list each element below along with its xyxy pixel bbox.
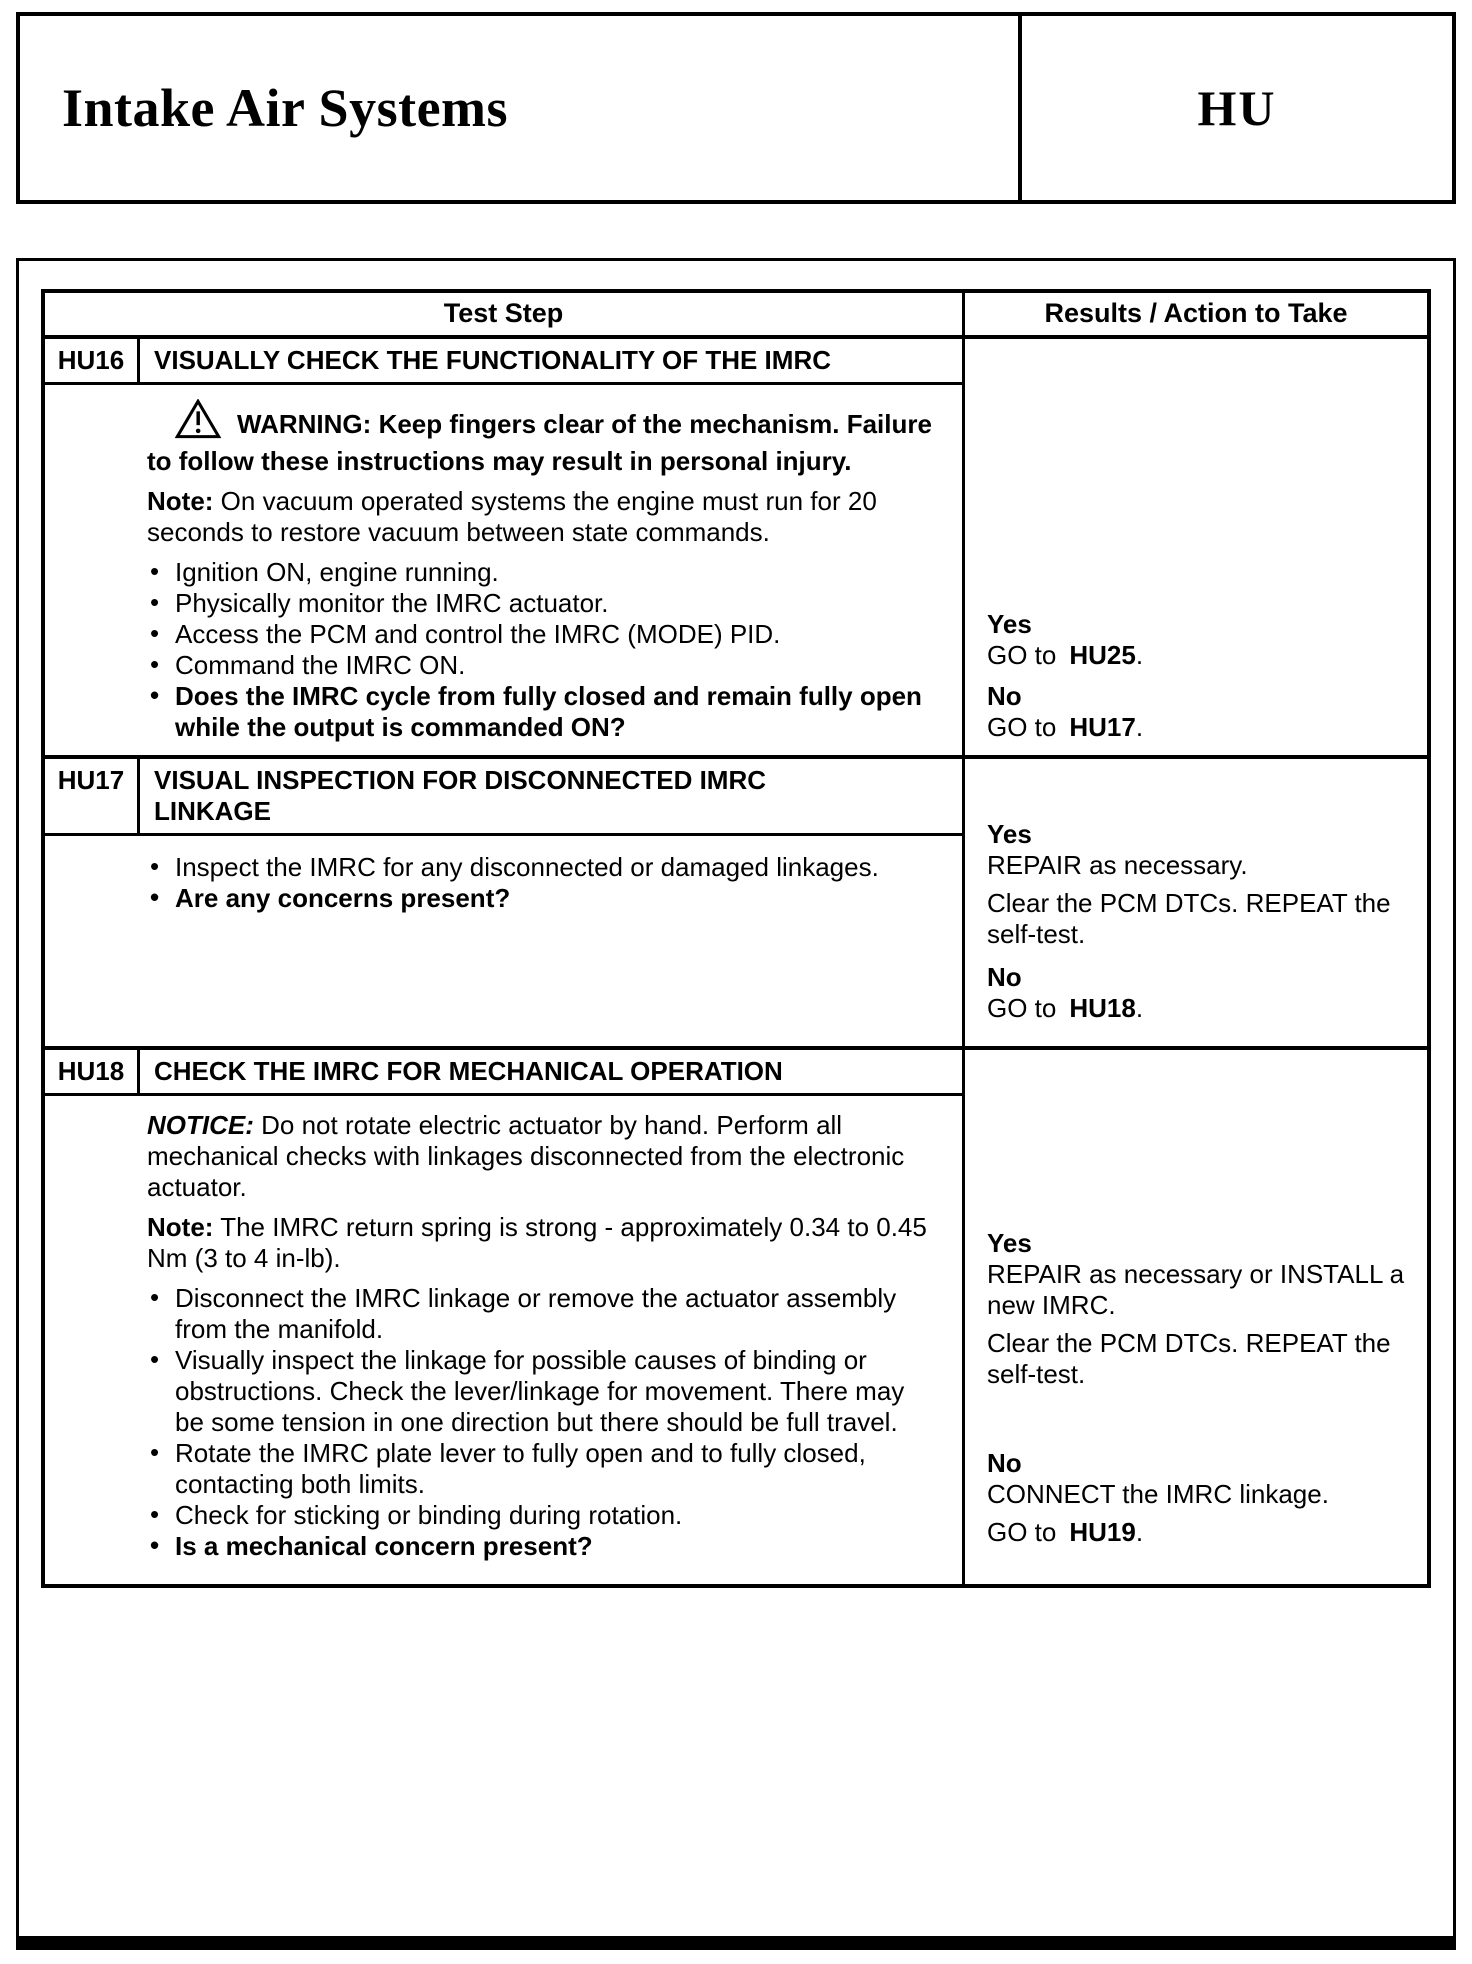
bullet-item: • Rotate the IMRC plate lever to fully open and to fully closed, contacting both limits. (147, 1438, 934, 1500)
notice-body: Do not rotate electric actuator by hand. Perform all mechanical checks with linkages disconnected from the electronic actuator. (147, 1110, 905, 1202)
step-hu17-results (965, 759, 1427, 1046)
bullet-item: • Visually inspect the linkage for possible causes of binding or obstructions. Check the lever/linkage for movement. There may be some tension in one direction but there should be full travel. (147, 1345, 934, 1438)
bullet-item: • Ignition ON, engine running. (147, 557, 934, 588)
result-action: REPAIR as necessary. (987, 850, 1248, 880)
page-header (16, 12, 1456, 204)
step-hu17-test-column (45, 759, 965, 1046)
result-action-punctuation: . (1135, 640, 1144, 670)
result-label: No (987, 1448, 1022, 1478)
bullet-item-question: • Does the IMRC cycle from fully closed and remain fully open while the output is commanded ON? (147, 681, 934, 743)
results-column-header: Results / Action to Take (1044, 298, 1348, 328)
note-body: On vacuum operated systems the engine must run for 20 seconds to restore vacuum between state commands. (147, 486, 877, 547)
result-action: REPAIR as necessary or INSTALL a new IMRC. (987, 1259, 1405, 1320)
bullet-item: • Command the IMRC ON. (147, 650, 934, 681)
result-label: No (987, 962, 1022, 992)
table-header-row (45, 293, 1427, 339)
section-code: HU (1197, 80, 1277, 136)
notice-text (147, 1110, 934, 1203)
warning-label: WARNING: (237, 409, 372, 439)
result-action (987, 993, 1413, 1024)
bullet-item: • Check for sticking or binding during rotation. (147, 1500, 934, 1531)
note-text (147, 1212, 934, 1274)
note-label: Note: (147, 1212, 214, 1242)
result-group-no (987, 681, 1413, 743)
result-action-text: GO to (987, 712, 1057, 742)
result-action (987, 640, 1413, 671)
result-action: CONNECT the IMRC linkage. (987, 1479, 1329, 1509)
step-hu17-bullet-list (147, 852, 934, 914)
step-hu16-header (45, 339, 962, 385)
bullet-item: • Disconnect the IMRC linkage or remove the actuator assembly from the manifold. (147, 1283, 934, 1345)
page-header-code-cell (1018, 16, 1452, 200)
page-header-title-cell (20, 16, 1018, 200)
result-action: Clear the PCM DTCs. REPEAT the self-test. (987, 888, 1391, 949)
step-hu16-body (45, 385, 962, 755)
result-target-step: HU17 (1069, 712, 1136, 742)
result-action (987, 712, 1413, 743)
step-hu18-test-column (45, 1050, 965, 1584)
result-action-text: GO to (987, 1517, 1057, 1547)
step-row-hu18 (45, 1046, 1427, 1584)
step-row-hu16 (45, 339, 1427, 755)
result-group-yes (987, 819, 1413, 950)
bullet-item: • Access the PCM and control the IMRC (MODE) PID. (147, 619, 934, 650)
result-action: Clear the PCM DTCs. REPEAT the self-test. (987, 1328, 1391, 1389)
bullet-item-question: • Are any concerns present? (147, 883, 934, 914)
result-action-punctuation: . (1135, 1517, 1144, 1547)
test-step-column-header: Test Step (45, 293, 965, 335)
result-label: Yes (987, 609, 1032, 639)
warning-text (147, 399, 934, 477)
step-title: VISUALLY CHECK THE FUNCTIONALITY OF THE IMRC (154, 345, 831, 375)
step-title: CHECK THE IMRC FOR MECHANICAL OPERATION (154, 1056, 783, 1086)
result-group-no (987, 962, 1413, 1024)
bullet-item: • Inspect the IMRC for any disconnected or damaged linkages. (147, 852, 934, 883)
pinpoint-test-table (41, 289, 1431, 1588)
result-action-punctuation: . (1135, 712, 1144, 742)
note-text (147, 486, 934, 548)
step-hu18-header (45, 1050, 962, 1096)
result-action (987, 1517, 1413, 1548)
bullet-item: • Physically monitor the IMRC actuator. (147, 588, 934, 619)
content-box (16, 258, 1456, 1950)
step-hu17-body (45, 836, 962, 1046)
step-row-hu17 (45, 755, 1427, 1046)
result-target-step: HU18 (1069, 993, 1136, 1023)
result-label: No (987, 681, 1022, 711)
step-id: HU16 (45, 339, 140, 382)
step-hu16-results (965, 339, 1427, 755)
result-target-step: HU19 (1069, 1517, 1136, 1547)
result-group-yes (987, 609, 1413, 671)
result-target-step: HU25 (1069, 640, 1136, 670)
step-id: HU18 (45, 1050, 140, 1093)
step-hu18-bullet-list (147, 1283, 934, 1562)
result-group-yes (987, 1228, 1413, 1390)
bullet-item-question: • Is a mechanical concern present? (147, 1531, 934, 1562)
result-action-text: GO to (987, 640, 1057, 670)
step-hu18-body (45, 1096, 962, 1584)
note-label: Note: (147, 486, 214, 516)
result-label: Yes (987, 1228, 1032, 1258)
result-action-text: GO to (987, 993, 1057, 1023)
result-group-no (987, 1448, 1413, 1548)
step-hu17-header (45, 759, 962, 836)
step-title: VISUAL INSPECTION FOR DISCONNECTED IMRC LINKAGE (154, 765, 767, 826)
notice-label: NOTICE: (147, 1110, 254, 1140)
warning-triangle-icon (175, 399, 221, 446)
step-hu18-results (965, 1050, 1427, 1584)
step-hu16-test-column (45, 339, 965, 755)
warning-body: Keep fingers clear of the mechanism. Failure to follow these instructions may result in personal injury. (147, 409, 932, 476)
step-hu16-bullet-list (147, 557, 934, 743)
step-id: HU17 (45, 759, 140, 833)
page-title: Intake Air Systems (62, 78, 509, 138)
result-action-punctuation: . (1135, 993, 1144, 1023)
result-label: Yes (987, 819, 1032, 849)
note-body: The IMRC return spring is strong - approximately 0.34 to 0.45 Nm (3 to 4 in-lb). (147, 1212, 927, 1273)
